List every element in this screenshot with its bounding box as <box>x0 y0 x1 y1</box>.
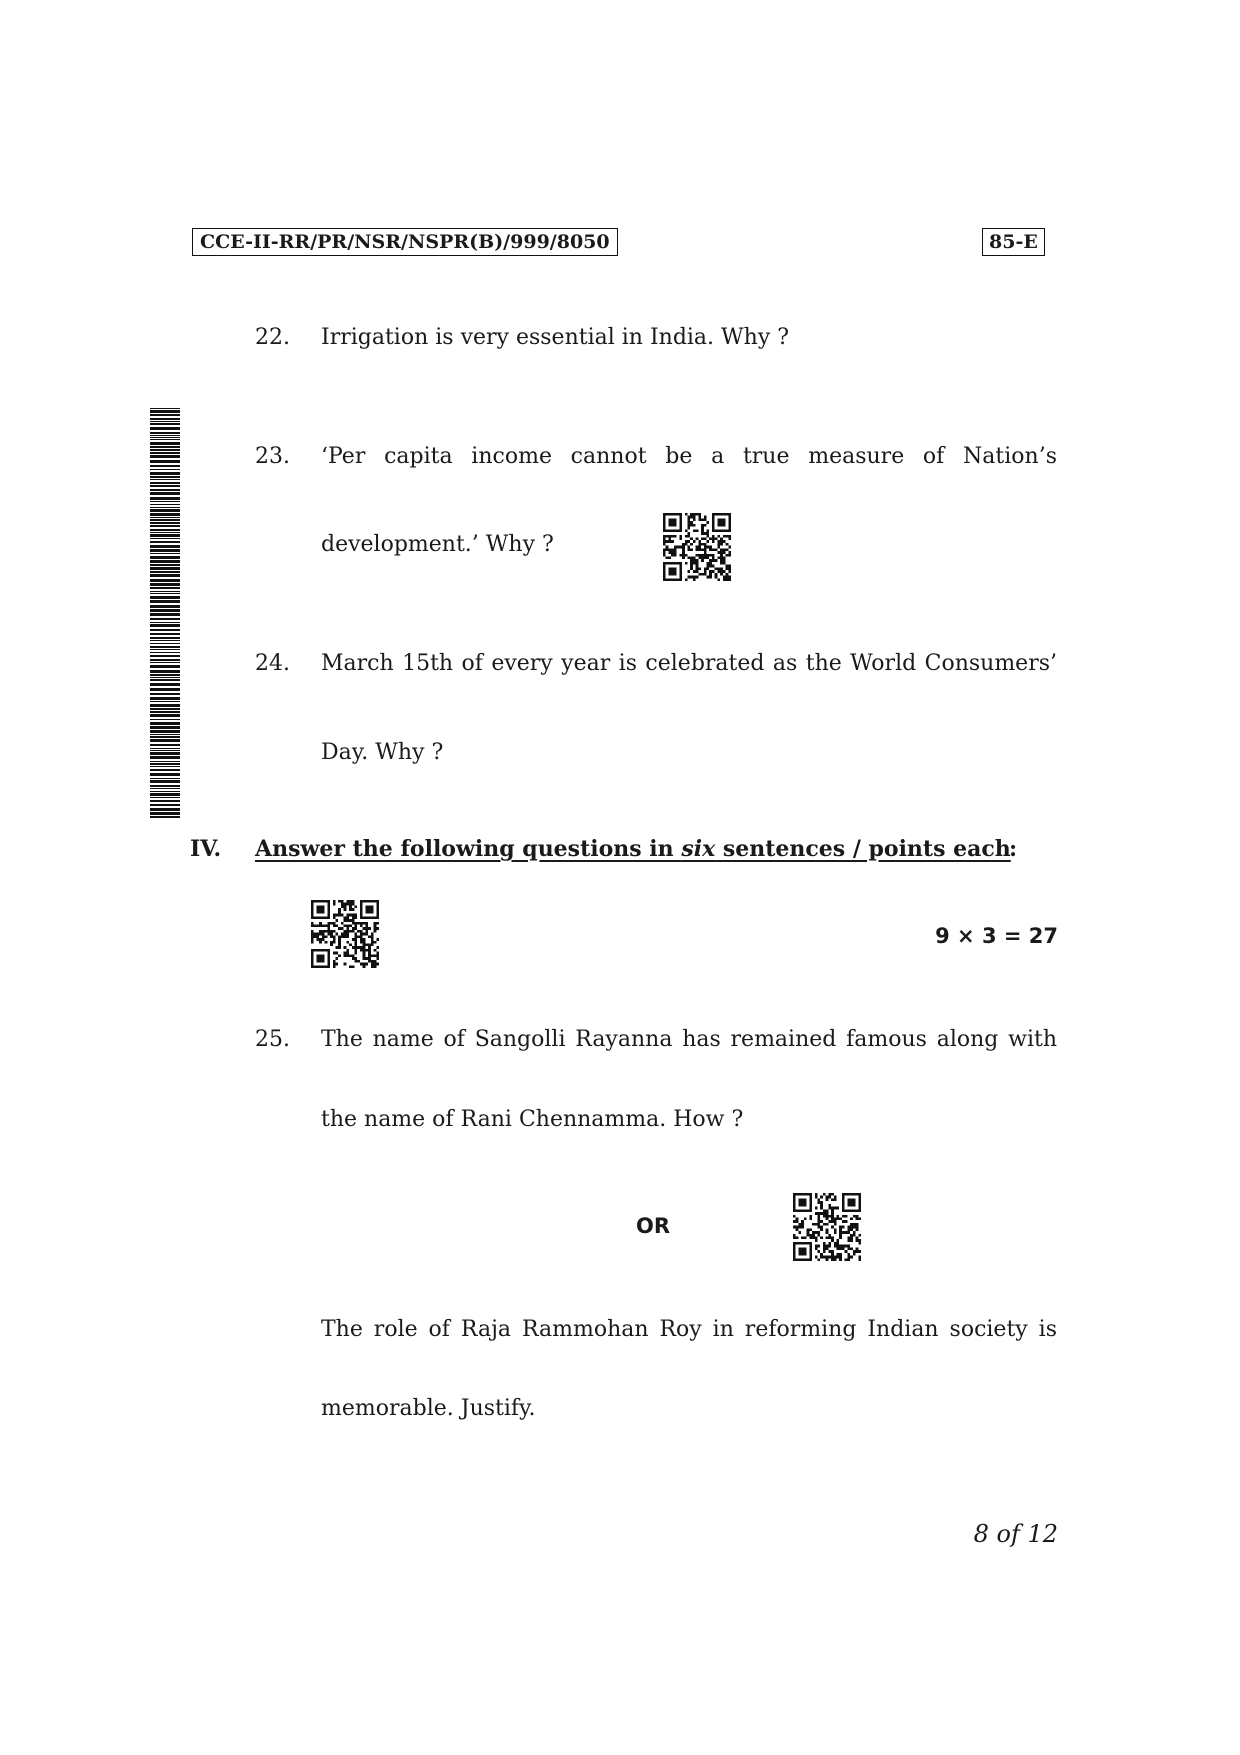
question-23-number: 23. <box>255 444 290 469</box>
section-title-part-1: Answer the following questions in <box>255 836 682 862</box>
question-25-number: 25. <box>255 1027 290 1052</box>
section-number: IV. <box>190 836 222 862</box>
question-25-line-1: The name of Sangolli Rayanna has remained famous along with <box>321 1027 1057 1052</box>
barcode-icon <box>150 408 180 820</box>
section-marks: 9 × 3 = 27 <box>935 924 1058 948</box>
question-24-line-2: Day. Why ? <box>321 740 444 765</box>
question-23-line-2: development.’ Why ? <box>321 532 554 557</box>
or-label: OR <box>636 1214 671 1238</box>
question-25-alt-line-2: memorable. Justify. <box>321 1396 536 1421</box>
qr-code-icon <box>792 1193 862 1261</box>
paper-code-box: 85-E <box>982 228 1045 256</box>
question-24-number: 24. <box>255 651 290 676</box>
section-title-part-2: sentences / points each <box>715 836 1011 862</box>
question-22-text: Irrigation is very essential in India. Why ? <box>321 325 790 350</box>
qr-code-icon <box>662 513 732 581</box>
page-number: 8 of 12 <box>973 1520 1058 1548</box>
qr-code-icon <box>310 900 380 968</box>
question-23-line-1: ‘Per capita income cannot be a true measure of Nation’s <box>321 444 1057 469</box>
question-25-alt-line-1: The role of Raja Rammohan Roy in reforming Indian society is <box>321 1317 1057 1342</box>
section-title-italic: six <box>681 836 716 862</box>
section-colon: : <box>1009 836 1018 862</box>
question-22-number: 22. <box>255 325 290 350</box>
question-25-line-2: the name of Rani Chennamma. How ? <box>321 1107 744 1132</box>
exam-code-box: CCE-II-RR/PR/NSR/NSPR(B)/999/8050 <box>192 228 618 256</box>
section-instruction <box>255 836 1011 862</box>
question-24-line-1: March 15th of every year is celebrated as the World Consumers’ <box>321 651 1057 676</box>
